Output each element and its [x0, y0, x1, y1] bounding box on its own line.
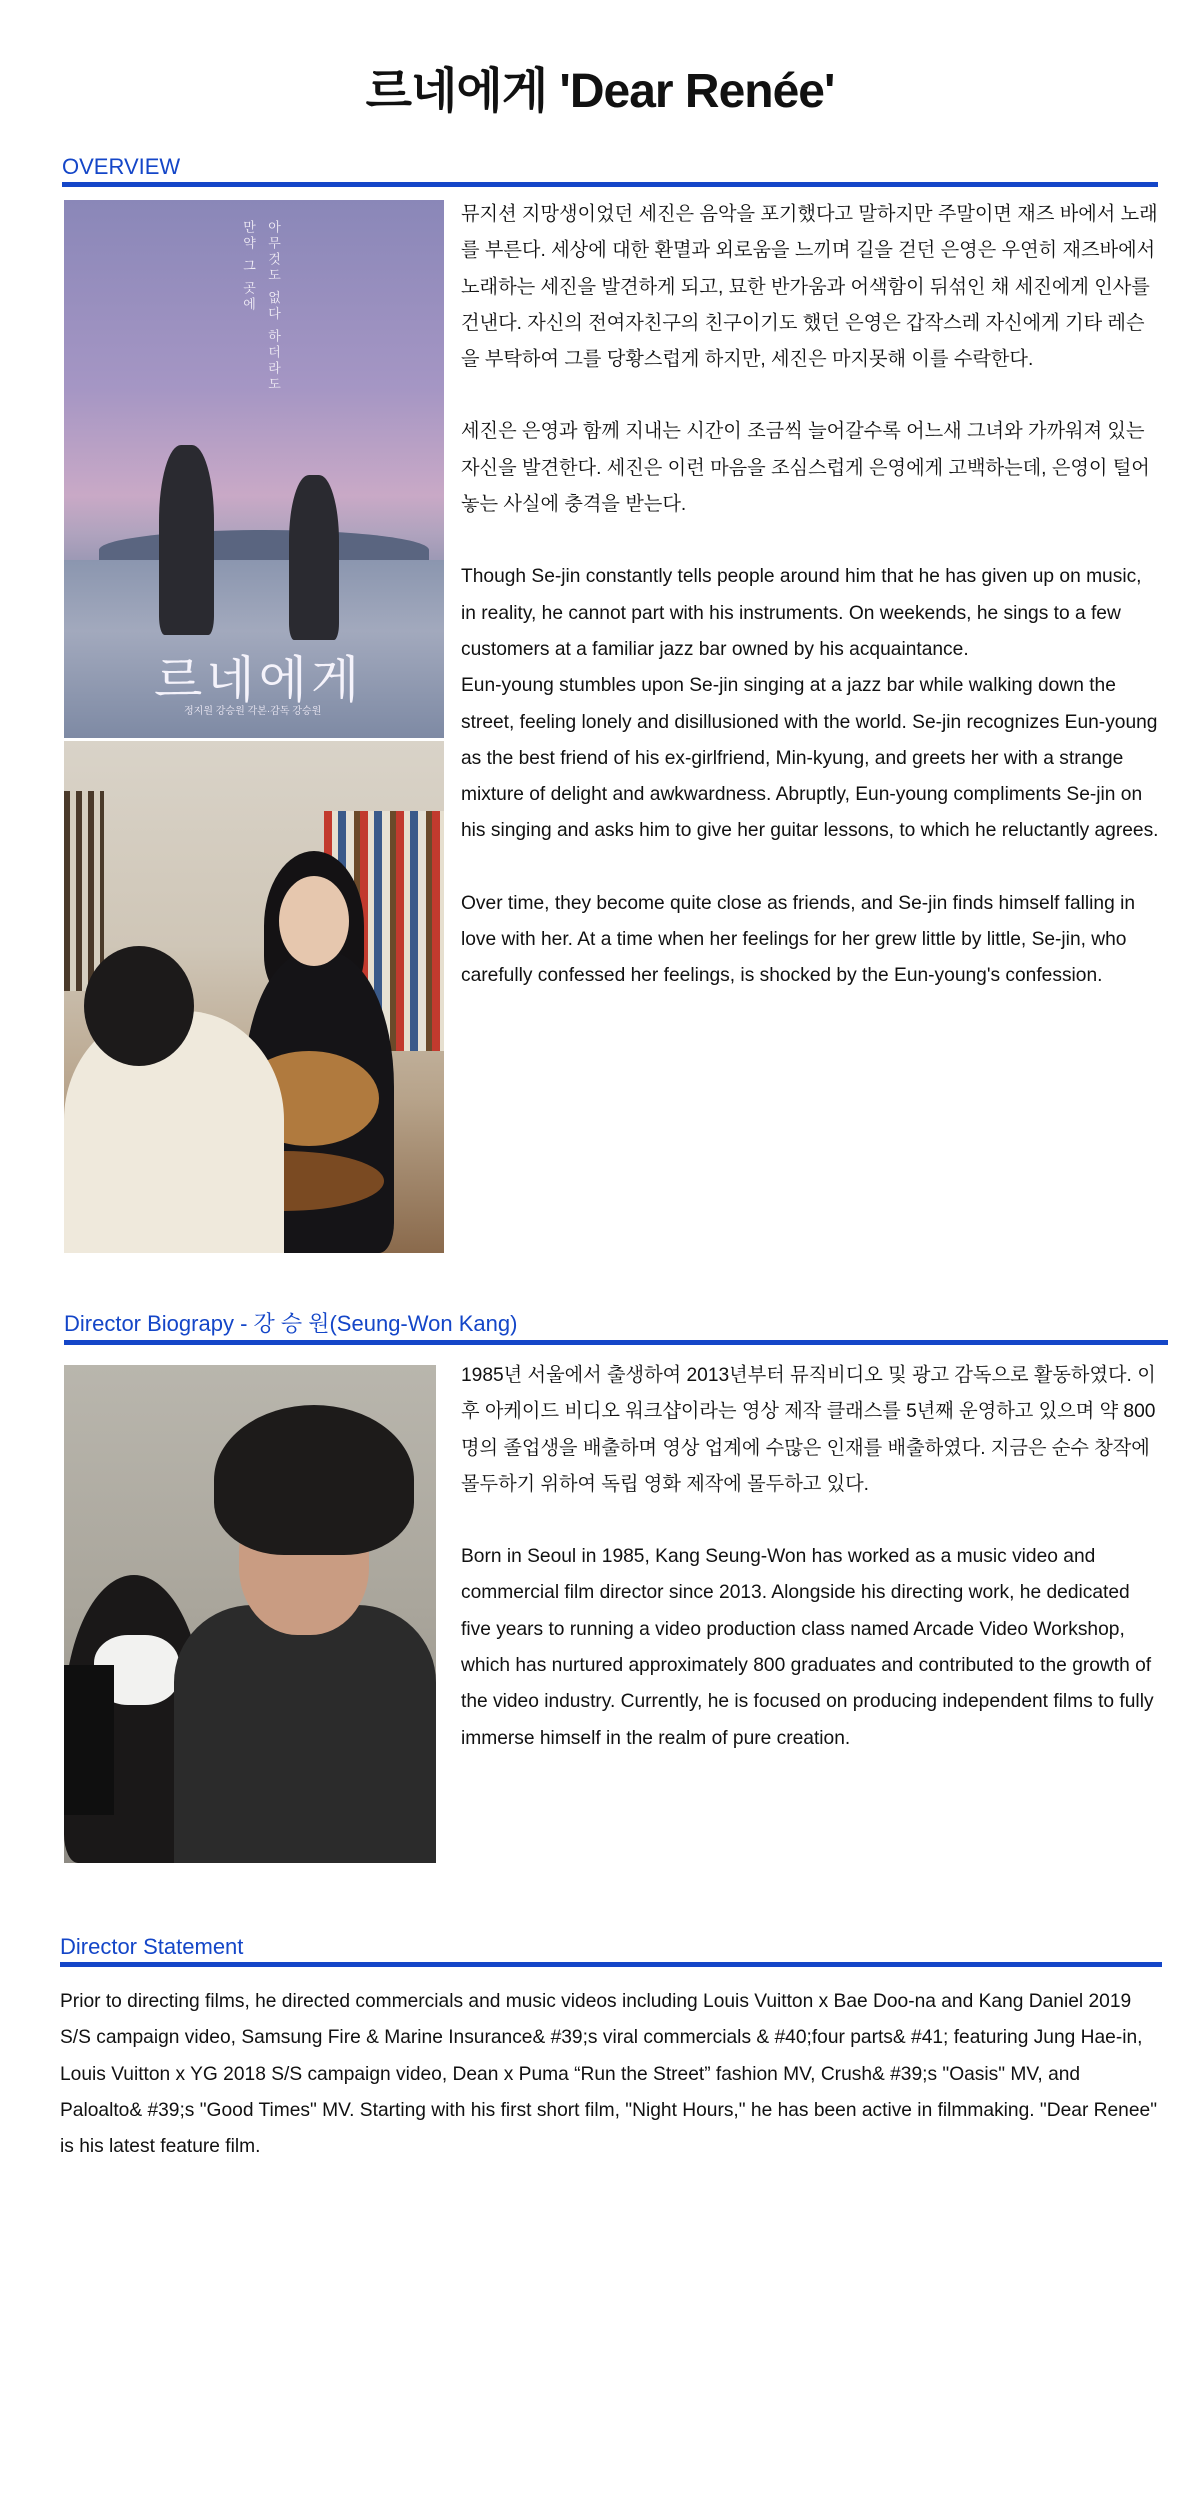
overview-paragraph-ko-2: 세진은 은영과 함께 지내는 시간이 조금씩 늘어갈수록 어느새 그녀와 가까워져 있는 자신을 발견한다. 세진은 이런 마음을 조심스럽게 은영에게 고백하는데, 은영이 털어놓는 사실에 충격을 받는다. — [461, 421, 1150, 516]
biography-paragraph-ko: 1985년 서울에서 출생하여 2013년부터 뮤직비디오 및 광고 감독으로 활동하였다. 이후 아케이드 비디오 워크샵이라는 영상 제작 클래스를 5년째 운영하고 있으며 약 800명의 졸업생을 배출하며 영상 업계에 수많은 인재를 배출하였다. 지금은 순수 창작에 몰두하기 위하여 독립 영화 제작에 몰두하고 있다. — [461, 1365, 1156, 1495]
bookshelf-left — [64, 791, 104, 991]
film-still-image — [64, 741, 444, 1253]
poster-tagline-left: 만약 그 곳에 — [241, 220, 256, 314]
overview-heading: OVERVIEW — [62, 154, 1158, 187]
biography-heading: Director Biograpy - 강 승 원(Seung-Won Kang) — [64, 1307, 1168, 1345]
director-shirt — [174, 1605, 436, 1863]
overview-text — [461, 197, 1161, 1031]
woman-face — [279, 876, 349, 966]
poster-credits: 정지원 강승원 각본·감독 강승원 — [184, 706, 322, 717]
statement-heading: Director Statement — [60, 1934, 1162, 1967]
director-hair — [214, 1405, 414, 1555]
director-photo — [64, 1365, 436, 1863]
statement-text — [60, 1984, 1162, 2201]
man-head — [84, 946, 194, 1066]
poster-tagline-right: 아무것도 없다 하더라도 — [266, 220, 281, 394]
poster-figure-woman — [289, 475, 339, 640]
page-title: 르네에게 'Dear Renée' — [365, 65, 835, 118]
overview-paragraph-en-1: Though Se-jin constantly tells people around him that he has given up on music, in reality, he cannot part with his instruments. On weekends, he sings to a few customers at a familiar jazz bar owned by his acquaintance. Eun-young stumbles upon Se-jin singing at a jazz bar while walking down the street, feeling lonely and disillusioned with the world. Se-jin recognizes Eun-young as the best friend of his ex-girlfriend, Min-kyung, and greets her with a strange mixture of delight and awkwardness. Abruptly, Eun-young compliments Se-jin on his singing and asks him to give her guitar lessons, to which he reluctantly agrees. — [461, 566, 1159, 842]
statement-paragraph: Prior to directing films, he directed commercials and music videos including Louis Vuitton x Bae Doo-na and Kang Daniel 2019 S/S campaign video, Samsung Fire & Marine Insurance& #39;s viral commercials & #40;four parts& #41; featuring Jung Hae-in, Louis Vuitton x YG 2018 S/S campaign video, Dean x Puma “Run the Street” fashion MV, Crush& #39;s "Oasis" MV, and Paloalto& #39;s "Good Times" MV. Starting with his first short film, "Night Hours," he has been active in filmmaking. "Dear Renee" is his latest feature film. — [60, 1991, 1158, 2158]
camera-rig — [64, 1665, 114, 1815]
biography-paragraph-en: Born in Seoul in 1985, Kang Seung-Won has worked as a music video and commercial film director since 2013. Alongside his directing work, he dedicated five years to running a video production class named Arcade Video Workshop, which has nurtured approximately 800 graduates and contributed to the growth of the video industry. Currently, he is focused on producing independent films to fully immerse himself in the realm of pure creation. — [461, 1546, 1154, 1749]
poster-figure-man — [159, 445, 214, 635]
poster-title: 르네에게 — [154, 651, 364, 709]
film-poster-image — [64, 200, 444, 738]
biography-text — [461, 1358, 1161, 1793]
overview-paragraph-ko-1: 뮤지션 지망생이었던 세진은 음악을 포기했다고 말하지만 주말이면 재즈 바에서 노래를 부른다. 세상에 대한 환멸과 외로움을 느끼며 길을 걷던 은영은 우연히 재즈바에서 노래하는 세진을 발견하게 되고, 묘한 반가움과 어색함이 뒤섞인 채 세진에게 인사를 건낸다. 자신의 전여자친구의 친구이기도 했던 은영은 갑작스레 자신에게 기타 레슨을 부탁하여 그를 당황스럽게 하지만, 세진은 마지못해 이를 수락한다. — [461, 204, 1158, 371]
overview-paragraph-en-2: Over time, they become quite close as friends, and Se-jin finds himself falling in love with her. At a time when her feelings for her grew little by little, Se-jin, who carefully confessed her feelings, is shocked by the Eun-young's confession. — [461, 892, 1136, 987]
